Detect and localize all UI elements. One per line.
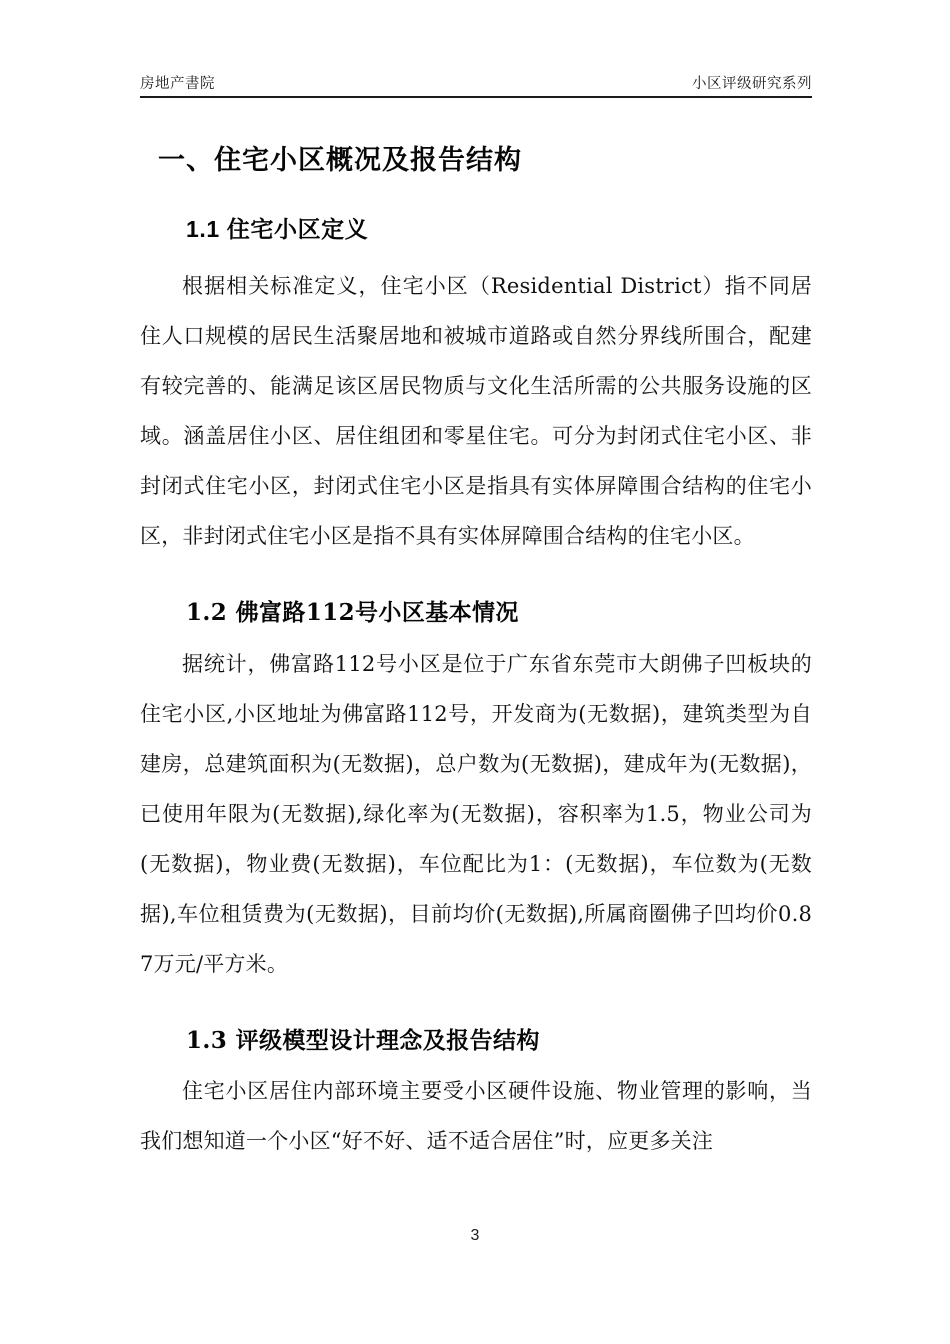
section-heading-1-3: 1.3 评级模型设计理念及报告结构: [186, 1026, 540, 1054]
paragraph-1-3: 住宅小区居住内部环境主要受小区硬件设施、物业管理的影响，当我们想知道一个小区“好不好、适不适合居住”时，应更多关注: [140, 1078, 812, 1153]
running-header: [140, 68, 812, 98]
header-left-text: 房地产書院: [140, 76, 215, 93]
section-heading-1-2: 1.2 佛富路112号小区基本情况: [186, 599, 519, 627]
section-heading-1-1: 1.1 住宅小区定义: [186, 216, 369, 243]
document-body: [140, 120, 812, 1166]
paragraph-1-1: 根据相关标准定义，住宅小区（Residential District）指不同居住人口规模的居民生活聚居地和被城市道路或自然分界线所围合，配建有较完善的、能满足该区居民物质与文化生活所需的公共服务设施的区域。涵盖居住小区、居住组团和零星住宅。可分为封闭式住宅小区、非封闭式住宅小区，封闭式住宅小区是指具有实体屏障围合结构的住宅小区，非封闭式住宅小区是指不具有实体屏障围合结构的住宅小区。: [140, 274, 812, 549]
page-footer: [0, 1225, 950, 1245]
header-right-text: 小区评级研究系列: [692, 76, 812, 93]
chapter-heading: 一、住宅小区概况及报告结构: [158, 145, 522, 175]
paragraph-1-2: 据统计，佛富路112号小区是位于广东省东莞市大朗佛子凹板块的住宅小区,小区地址为佛富路112号，开发商为(无数据)，建筑类型为自建房，总建筑面积为(无数据)，总户数为(无数据)，建成年为(无数据)，已使用年限为(无数据),绿化率为(无数据)，容积率为1.5，物业公司为(无数据)，物业费(无数据)，车位配比为1：(无数据)，车位数为(无数据),车位租赁费为(无数据)，目前均价(无数据),所属商圈佛子凹均价0.87万元/平方米。: [140, 651, 812, 976]
page-number: 3: [470, 1227, 480, 1244]
